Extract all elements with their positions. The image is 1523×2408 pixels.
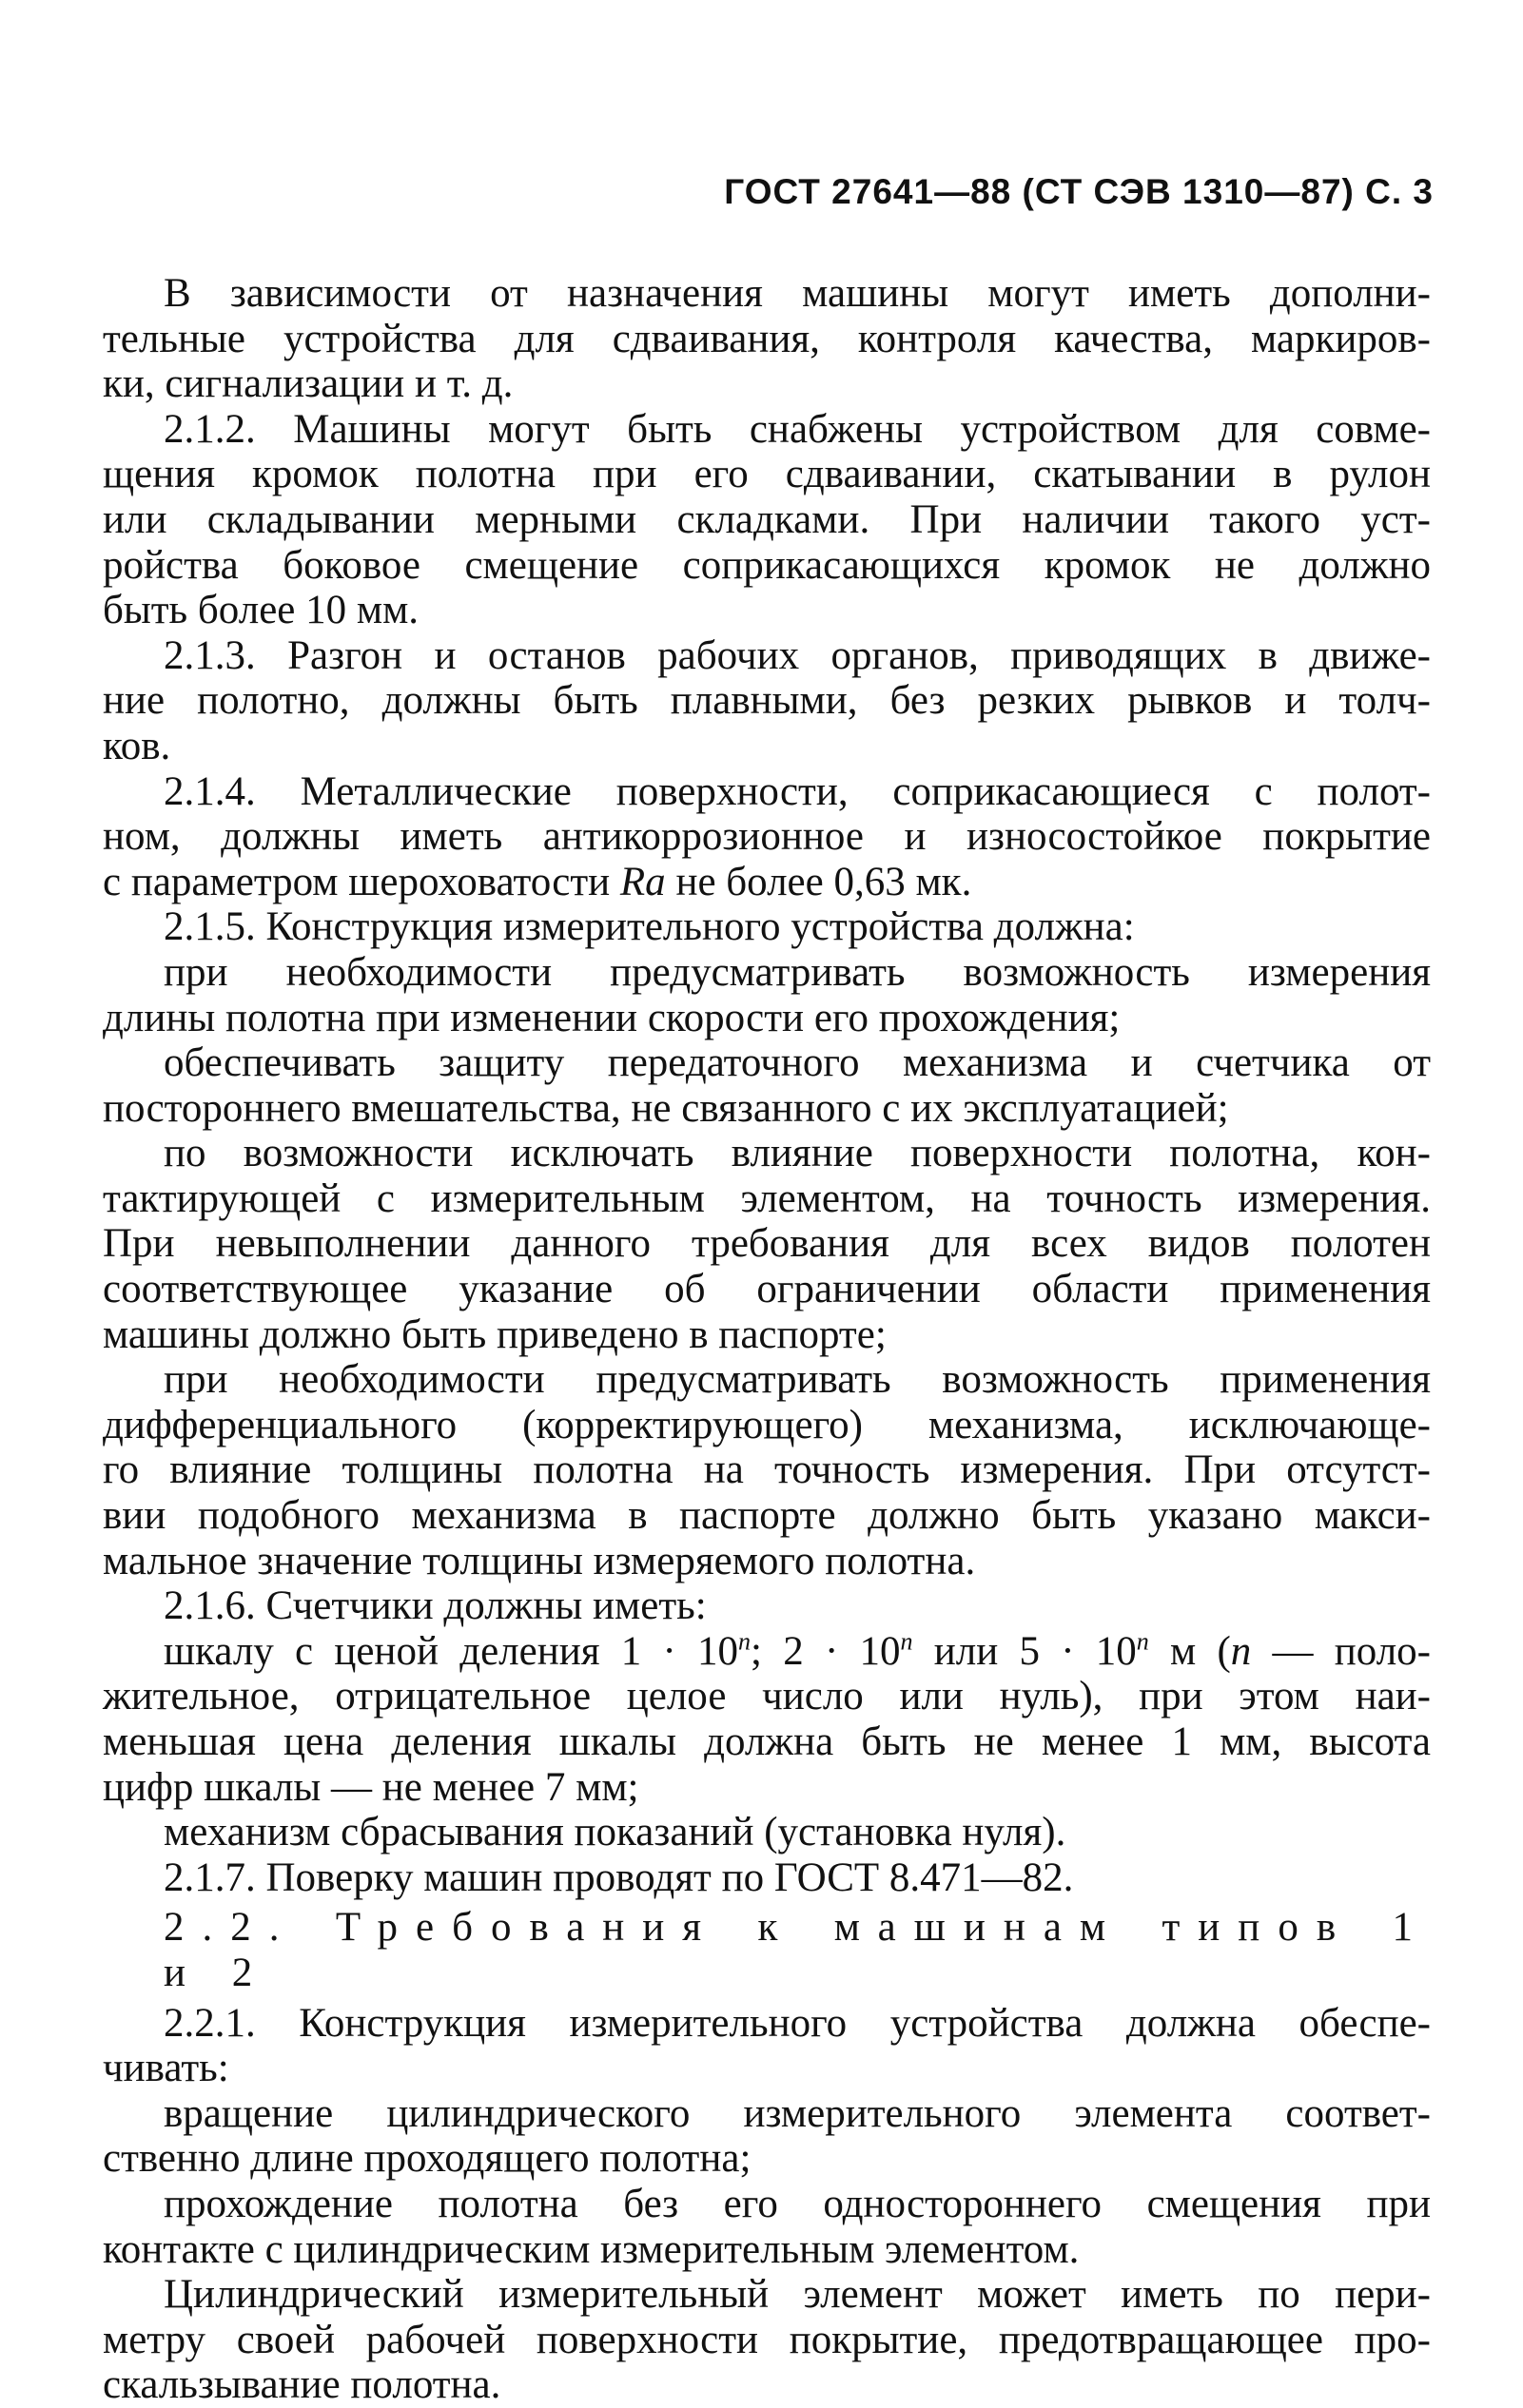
document-body (103, 271, 1431, 2408)
text-line: контакте с цилиндрическим измерительным элементом. (103, 2226, 1080, 2272)
text-line: по возможности исключать влияние поверхности полотна, кон- (164, 1131, 1431, 1176)
text-line: В зависимости от назначения машины могут иметь дополни- (164, 271, 1431, 316)
text-line: вращение цилиндрического измерительного элемента соответ- (164, 2090, 1431, 2136)
text-line: длины полотна при изменении скорости его прохождения; (103, 995, 1121, 1040)
text-line: меньшая цена деления шкалы должна быть не менее 1 мм, высота (103, 1719, 1431, 1764)
text-line: дифференциального (корректирующего) механизма, исключающе- (103, 1402, 1431, 1447)
text-line: быть более 10 мм. (103, 588, 420, 633)
text-line: механизм сбрасывания показаний (установка нуля). (164, 1810, 1066, 1855)
text-line (103, 860, 1431, 905)
text-line: соответствующее указание об ограничении области применения (103, 1267, 1431, 1312)
page-header: ГОСТ 27641—88 (СТ СЭВ 1310—87) С. 3 (724, 172, 1434, 211)
text-line: вии подобного механизма в паспорте должно быть указано макси- (103, 1493, 1431, 1539)
text-line: жительное, отрицательное целое число или нуль), при этом наи- (103, 1674, 1431, 1719)
exponent: n (738, 1627, 752, 1656)
text-line: ном, должны иметь антикоррозионное и износостойкое покрытие (103, 814, 1431, 860)
section-heading: 2.2. Требования к машинам типов 1 и 2 (164, 1905, 1431, 1995)
exponent: n (900, 1627, 913, 1656)
text-line (103, 1629, 1431, 1675)
text-line: скальзывание полотна. (103, 2362, 501, 2408)
text-run: шкалу с ценой деления 1 · 10 (164, 1628, 739, 1674)
text-line: 2.1.7. Поверку машин проводят по ГОСТ 8.471—82. (164, 1855, 1074, 1900)
text-line: 2.1.4. Металлические поверхности, соприкасающиеся с полот- (164, 768, 1431, 814)
text-line: при необходимости предусматривать возможность применения (164, 1357, 1431, 1403)
text-line: тактирующей с измерительным элементом, на точность измерения. (103, 1175, 1431, 1221)
text-run: не более 0,63 мк. (665, 859, 972, 904)
text-line: ков. (103, 723, 171, 768)
text-line: или складывании мерными складками. При наличии такого уст- (103, 496, 1431, 542)
text-run: м ( (1148, 1628, 1231, 1674)
exponent: n (1136, 1627, 1149, 1656)
text-line: При невыполнении данного требования для всех видов полотен (103, 1221, 1431, 1267)
text-line: мальное значение толщины измеряемого полотна. (103, 1538, 976, 1583)
text-run: с параметром шероховатости (103, 859, 620, 904)
text-line: чивать: (103, 2046, 229, 2091)
text-line: 2.1.6. Счетчики должны иметь: (164, 1583, 707, 1629)
text-line: щения кромок полотна при его сдваивании, скатывании в рулон (103, 452, 1431, 497)
text-line: ственно длине проходящего полотна; (103, 2136, 752, 2182)
variable: n (1230, 1628, 1252, 1674)
text-line: ки, сигнализации и т. д. (103, 361, 514, 407)
text-line: Цилиндрический измерительный элемент может иметь по пери- (164, 2272, 1431, 2318)
text-line: при необходимости предусматривать возможность измерения (164, 949, 1431, 995)
text-line: обеспечивать защиту передаточного механизма и счетчика от (164, 1040, 1431, 1086)
text-line: 2.1.3. Разгон и останов рабочих органов, приводящих в движе- (164, 632, 1431, 678)
text-line: го влияние толщины полотна на точность измерения. При отсутст- (103, 1447, 1431, 1493)
text-line: тельные устройства для сдваивания, контроля качества, маркиров- (103, 316, 1431, 361)
text-run: ; 2 · 10 (751, 1628, 901, 1674)
text-line: прохождение полотна без его одностороннего смещения при (164, 2181, 1431, 2226)
text-line: ройства боковое смещение соприкасающихся кромок не должно (103, 542, 1431, 588)
text-line: 2.1.2. Машины могут быть снабжены устройством для совме- (164, 406, 1431, 452)
text-line: ние полотно, должны быть плавными, без резких рывков и толч- (103, 678, 1431, 724)
text-line: 2.2.1. Конструкция измерительного устройства должна обеспе- (164, 2000, 1431, 2046)
text-run: — поло- (1251, 1628, 1431, 1674)
text-line: цифр шкалы — не менее 7 мм; (103, 1764, 639, 1810)
roughness-symbol: Ra (619, 859, 666, 904)
text-line: машины должно быть приведено в паспорте; (103, 1311, 887, 1357)
text-line: метру своей рабочей поверхности покрытие, предотвращающее про- (103, 2317, 1431, 2362)
text-run: или 5 · 10 (912, 1628, 1137, 1674)
text-line: 2.1.5. Конструкция измерительного устройства должна: (164, 904, 1135, 950)
text-line: постороннего вмешательства, не связанного с их эксплуатацией; (103, 1085, 1229, 1131)
